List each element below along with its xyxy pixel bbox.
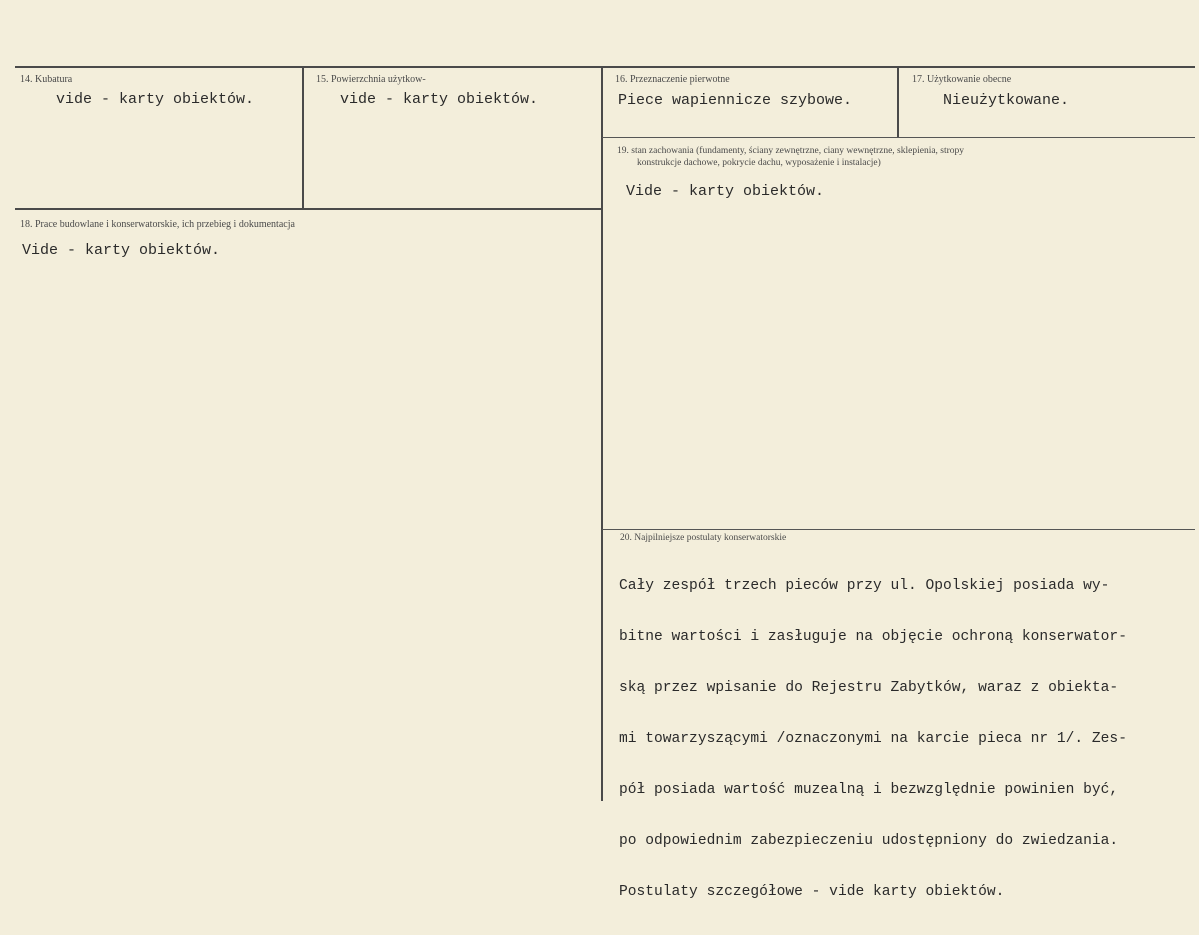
field-19-label-line2: konstrukcje dachowe, pokrycie dachu, wyposażenie i instalacje)	[637, 158, 881, 168]
rule-above-20	[602, 529, 1195, 530]
rule-under-16-17	[602, 137, 1195, 138]
paragraph-line: bitne wartości i zasługuje na objęcie ochroną konserwator-	[619, 629, 1127, 645]
field-17-label: 17. Użytkowanie obecne	[912, 74, 1012, 85]
field-14-value: vide - karty obiektów.	[56, 91, 255, 108]
divider-16-17	[897, 66, 899, 138]
rule-under-14-15	[15, 208, 602, 210]
field-19-label-line1: 19. stan zachowania (fundamenty, ściany zewnętrzne, ciany wewnętrzne, sklepienia, stropy	[617, 146, 965, 156]
paragraph-line: ską przez wpisanie do Rejestru Zabytków, waraz z obiekta-	[619, 680, 1119, 696]
field-20-label: 20. Najpilniejsze postulaty konserwatorskie	[620, 533, 787, 543]
paragraph-line: po odpowiednim zabezpieczeniu udostępniony do zwiedzania.	[619, 833, 1119, 849]
field-20-paragraph	[619, 544, 1127, 935]
field-14-label: 14. Kubatura	[20, 74, 73, 85]
field-15-label: 15. Powierzchnia użytkow-	[316, 74, 426, 85]
top-border	[15, 66, 1195, 68]
field-19-value: Vide - karty obiektów.	[626, 183, 825, 200]
paragraph-line: mi towarzyszącymi /oznaczonymi na karcie pieca nr 1/. Zes-	[619, 731, 1127, 747]
field-18-label: 18. Prace budowlane i konserwatorskie, ich przebieg i dokumentacja	[20, 219, 295, 230]
divider-14-15	[302, 66, 304, 208]
paragraph-line: Cały zespół trzech pieców przy ul. Opolskiej posiada wy-	[619, 578, 1110, 594]
paragraph-line: pół posiada wartość muzealną i bezwzględnie powinien być,	[619, 782, 1119, 798]
field-16-value: Piece wapiennicze szybowe.	[618, 92, 853, 109]
field-18-value: Vide - karty obiektów.	[22, 242, 221, 259]
divider-center	[601, 66, 603, 801]
field-17-value: Nieużytkowane.	[943, 92, 1070, 109]
paragraph-line: Postulaty szczegółowe - vide karty obiektów.	[619, 884, 1005, 900]
field-15-value: vide - karty obiektów.	[340, 91, 539, 108]
field-16-label: 16. Przeznaczenie pierwotne	[615, 74, 730, 85]
